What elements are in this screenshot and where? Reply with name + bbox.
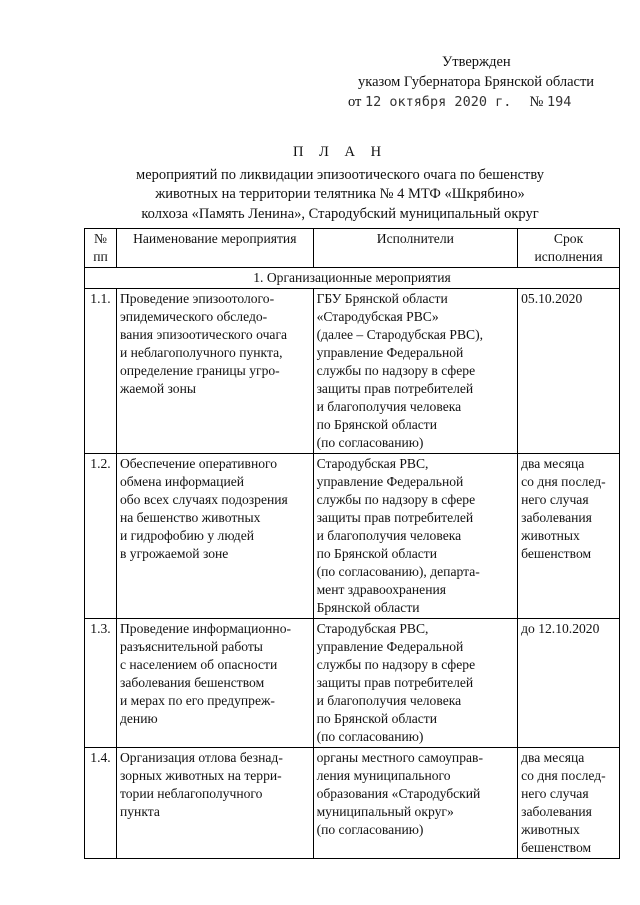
row-num: 1.1. [85,289,117,454]
row-name: Обеспечение оперативного обмена информацией обо всех случаях подозрения на бешенство животных и гидрофобию у людей в угрожаемой зоне [116,454,313,619]
approval-line-1: Утвержден [442,54,511,70]
approval-number: 194 [546,94,572,110]
row-executors: органы местного самоуправ- ления муниципального образования «Стародубский муниципальный округ» (по согласованию) [313,748,518,859]
row-executors: Стародубская РВС, управление Федеральной службы по надзору в сфере защиты прав потребителей и благополучия человека по Брянской области (по согласованию), департа- мент здравоохранения Брянской области [313,454,518,619]
document-subtitle-line-1: мероприятий по ликвидации эпизоотического очага по бешенству [136,166,544,183]
table-header-row [85,229,620,268]
row-deadline: два месяца со дня послед- него случая заболевания животных бешенством [518,454,620,619]
row-deadline: два месяца со дня послед- него случая заболевания животных бешенством [518,748,620,859]
table-row [85,619,620,748]
header-executors: Исполнители [313,229,518,268]
table-row [85,454,620,619]
row-deadline: до 12.10.2020 [518,619,620,748]
section-row [85,268,620,289]
section-title: 1. Организационные мероприятия [85,268,620,289]
row-num: 1.2. [85,454,117,619]
row-name: Организация отлова безнад- зорных животных на терри- тории неблагополучного пункта [116,748,313,859]
table-row [85,748,620,859]
document-subtitle-line-3: колхоза «Память Ленина», Стародубский муниципальный округ [141,205,539,222]
row-num: 1.3. [85,619,117,748]
document-heading [80,143,600,224]
approval-number-label: № [529,94,544,110]
header-deadline: Срок исполнения [518,229,620,268]
row-name: Проведение эпизоотолого- эпидемического обследо- вания эпизоотического очага и неблагополучного пункта, определение границы угро- жаемой зоны [116,289,313,454]
approval-date: 12 октября 2020 г. [365,94,512,110]
row-name: Проведение информационно- разъяснительной работы с населением об опасности заболевания бешенством и мерах по его предупреж- дению [116,619,313,748]
row-executors: Стародубская РВС, управление Федеральной службы по надзору в сфере защиты прав потребителей и благополучия человека по Брянской области (по согласованию) [313,619,518,748]
row-num: 1.4. [85,748,117,859]
header-num: № пп [85,229,117,268]
document-subtitle-line-2: животных на территории телятника № 4 МТФ «Шкрябино» [155,186,525,202]
table-row [85,289,620,454]
plan-table [84,228,620,859]
document-title: П Л А Н [292,144,388,160]
row-executors: ГБУ Брянской области «Стародубская РВС» (далее – Стародубская РВС), управление Федеральной службы по надзору в сфере защиты прав потребителей и благополучия человека по Брянской области (по согласованию) [313,289,518,454]
row-deadline: 05.10.2020 [518,289,620,454]
header-name: Наименование мероприятия [116,229,313,268]
approval-line-2: указом Губернатора Брянской области [358,74,595,90]
approval-from-label: от [348,94,362,110]
approval-block [330,52,620,112]
approval-date-line [330,92,620,112]
